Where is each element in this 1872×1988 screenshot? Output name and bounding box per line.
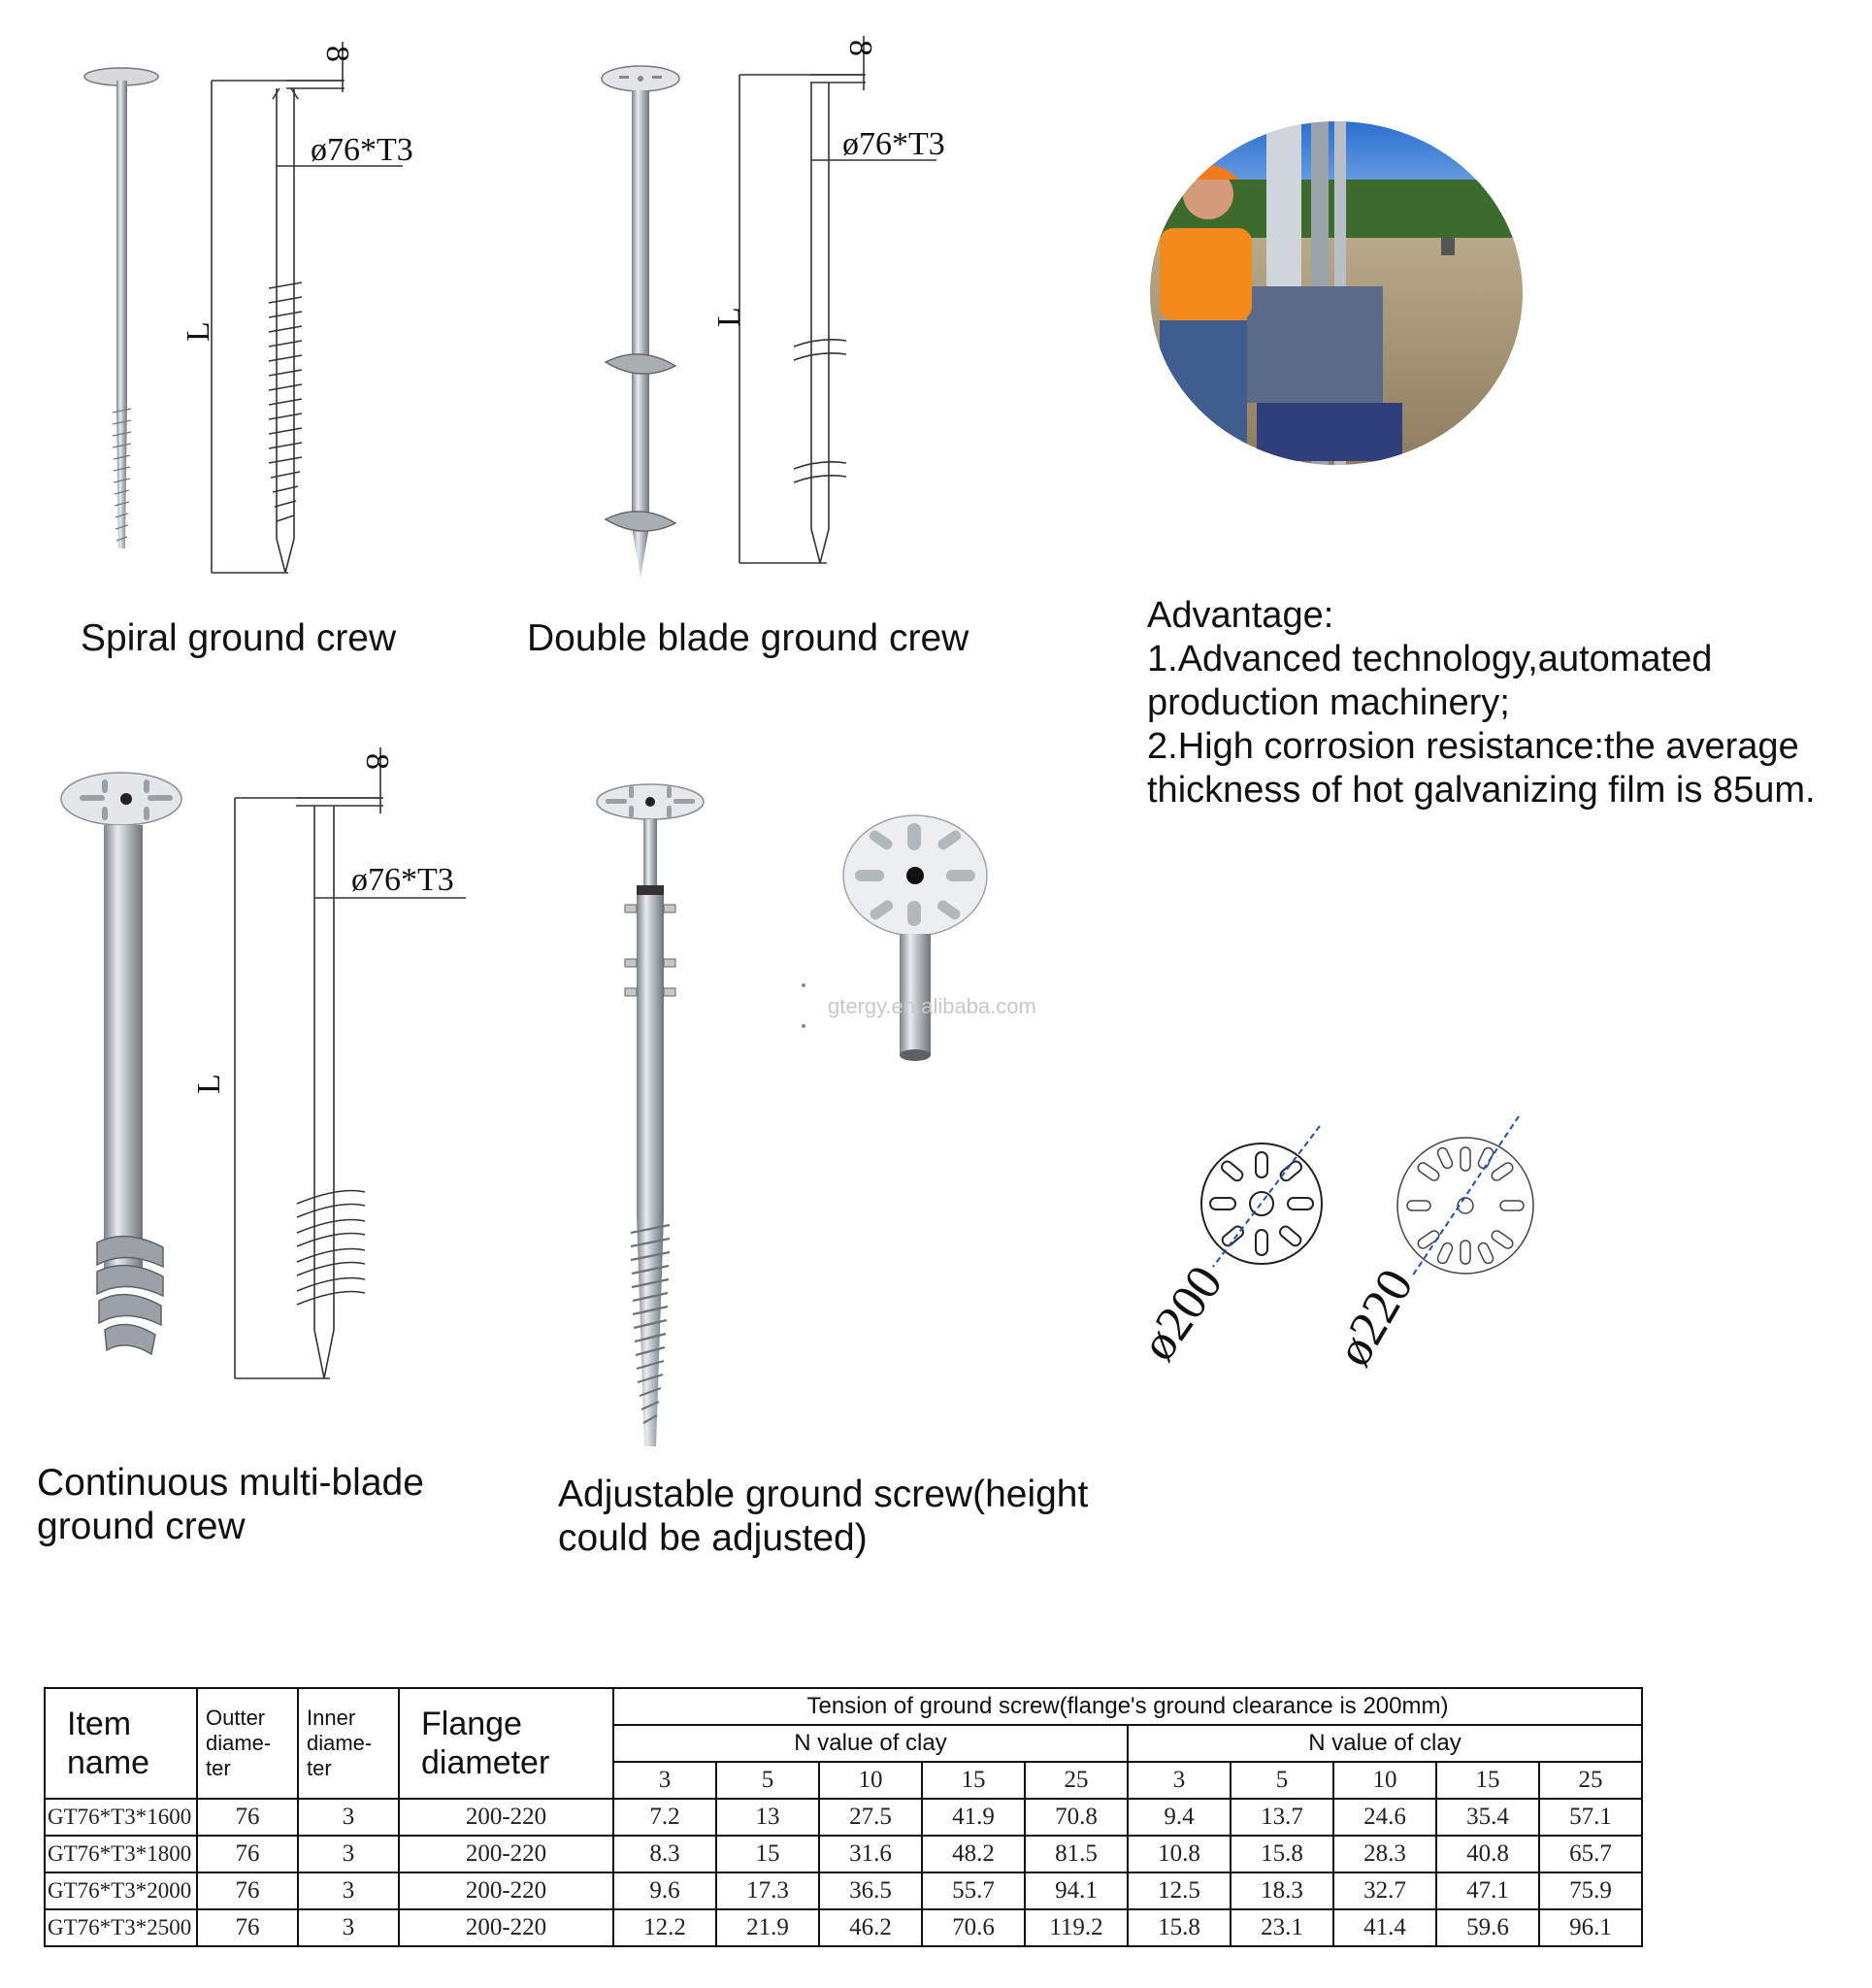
table-row (45, 1836, 1642, 1872)
tension-value-cell: 17.3 (716, 1872, 819, 1909)
tension-value-cell: 70.8 (1025, 1799, 1128, 1836)
item-name-cell: GT76*T3*2500 (45, 1909, 197, 1946)
tension-value-cell: 13 (716, 1799, 819, 1836)
flange-closeup-photo (839, 815, 995, 1068)
tension-value-cell: 23.1 (1231, 1909, 1333, 1946)
tension-value-cell: 40.8 (1436, 1836, 1539, 1872)
tension-value-cell: 75.9 (1539, 1872, 1642, 1909)
tension-value-cell: 48.2 (922, 1836, 1025, 1872)
advantage-point-2: production machinery; (1147, 682, 1510, 723)
flange-label-220: ø220 (1326, 1260, 1425, 1375)
multi-blade-dim-top: 8 (359, 753, 395, 770)
multi-blade-screw-photo (58, 772, 184, 1383)
decorative-dot (802, 983, 805, 987)
watermark: gtergy.en.alibaba.com (828, 994, 1036, 1018)
advantage-block (1147, 594, 1865, 812)
tension-value-cell: 31.6 (819, 1836, 922, 1872)
tension-value-cell: 24.6 (1333, 1799, 1436, 1836)
spec-table-body (45, 1799, 1642, 1946)
tension-value-cell: 96.1 (1539, 1909, 1642, 1946)
flange-drawing-220 (1320, 1116, 1543, 1375)
flange-diameter-cell: 200-220 (399, 1836, 613, 1872)
decorative-dot (802, 1024, 805, 1028)
advantage-title: Advantage: (1147, 595, 1334, 636)
tension-value-cell: 70.6 (922, 1909, 1025, 1946)
tension-value-cell: 8.3 (613, 1836, 716, 1872)
double-blade-screw-photo (592, 63, 689, 582)
flange-diameter-cell: 200-220 (399, 1799, 613, 1836)
header-n-value-group-1: N value of clay (613, 1725, 1128, 1762)
spiral-caption: Spiral ground crew (81, 617, 397, 659)
tension-value-cell: 15.8 (1231, 1836, 1333, 1872)
outer-diameter-cell: 76 (197, 1872, 298, 1909)
n-value-header: 25 (1539, 1762, 1642, 1799)
multi-blade-caption: Continuous multi-blade ground crew (37, 1462, 424, 1547)
double-blade-dim-length: L (711, 307, 747, 327)
adjustable-screw-photo (592, 777, 708, 1456)
tension-value-cell: 81.5 (1025, 1836, 1128, 1872)
tension-value-cell: 9.4 (1128, 1799, 1231, 1836)
n-value-header: 3 (613, 1762, 716, 1799)
flange-label-200: ø200 (1130, 1255, 1234, 1371)
spiral-dim-length: L (181, 321, 216, 342)
n-value-header: 15 (922, 1762, 1025, 1799)
tension-value-cell: 32.7 (1333, 1872, 1436, 1909)
header-n-value-group-2: N value of clay (1128, 1725, 1642, 1762)
n-value-header: 15 (1436, 1762, 1539, 1799)
spiral-screw-drawing (180, 34, 422, 587)
outer-diameter-cell: 76 (197, 1799, 298, 1836)
flange-drawing-200 (1106, 1121, 1320, 1371)
tension-value-cell: 27.5 (819, 1799, 922, 1836)
n-value-header: 10 (819, 1762, 922, 1799)
tension-value-cell: 28.3 (1333, 1836, 1436, 1872)
header-outer-diameter: Outter diame- ter (197, 1688, 298, 1799)
spec-table (44, 1687, 1643, 1947)
tension-value-cell: 119.2 (1025, 1909, 1128, 1946)
tension-value-cell: 21.9 (716, 1909, 819, 1946)
item-name-cell: GT76*T3*2000 (45, 1872, 197, 1909)
spiral-dim-diameter: ø76*T3 (311, 132, 413, 168)
tension-value-cell: 18.3 (1231, 1872, 1333, 1909)
outer-diameter-cell: 76 (197, 1909, 298, 1946)
header-tension: Tension of ground screw(flange's ground clearance is 200mm) (613, 1688, 1642, 1725)
n-value-header: 5 (1231, 1762, 1333, 1799)
table-row (45, 1909, 1642, 1946)
n-value-header: 25 (1025, 1762, 1128, 1799)
tension-value-cell: 9.6 (613, 1872, 716, 1909)
tension-value-cell: 15 (716, 1836, 819, 1872)
tension-value-cell: 57.1 (1539, 1799, 1642, 1836)
header-item-name: Item name (45, 1688, 197, 1799)
tension-value-cell: 46.2 (819, 1909, 922, 1946)
tension-value-cell: 13.7 (1231, 1799, 1333, 1836)
tension-value-cell: 94.1 (1025, 1872, 1128, 1909)
tension-value-cell: 10.8 (1128, 1836, 1231, 1872)
inner-diameter-cell: 3 (298, 1872, 399, 1909)
tension-value-cell: 12.2 (613, 1909, 716, 1946)
header-flange-diameter: Flange diameter (399, 1688, 613, 1799)
tension-value-cell: 47.1 (1436, 1872, 1539, 1909)
table-row (45, 1872, 1642, 1909)
multi-blade-dim-diameter: ø76*T3 (351, 862, 454, 898)
tension-value-cell: 15.8 (1128, 1909, 1231, 1946)
flange-diameter-cell: 200-220 (399, 1909, 613, 1946)
tension-value-cell: 59.6 (1436, 1909, 1539, 1946)
double-blade-screw-drawing (711, 34, 961, 578)
tension-value-cell: 41.4 (1333, 1909, 1436, 1946)
n-value-header: 10 (1333, 1762, 1436, 1799)
spiral-dim-top: 8 (319, 46, 355, 62)
inner-diameter-cell: 3 (298, 1799, 399, 1836)
tension-value-cell: 7.2 (613, 1799, 716, 1836)
header-inner-diameter: Inner diame- ter (298, 1688, 399, 1799)
tension-value-cell: 12.5 (1128, 1872, 1231, 1909)
tension-value-cell: 65.7 (1539, 1836, 1642, 1872)
n-value-header: 3 (1128, 1762, 1231, 1799)
tension-value-cell: 41.9 (922, 1799, 1025, 1836)
item-name-cell: GT76*T3*1800 (45, 1836, 197, 1872)
adjustable-caption: Adjustable ground screw(height could be adjusted) (558, 1474, 1089, 1559)
item-name-cell: GT76*T3*1600 (45, 1799, 197, 1836)
advantage-point-4: thickness of hot galvanizing film is 85um. (1147, 770, 1816, 811)
outer-diameter-cell: 76 (197, 1836, 298, 1872)
tension-value-cell: 55.7 (922, 1872, 1025, 1909)
installation-photo (1150, 121, 1524, 466)
spiral-screw-photo (78, 63, 165, 558)
n-value-header: 5 (716, 1762, 819, 1799)
double-blade-dim-top: 8 (842, 40, 878, 56)
inner-diameter-cell: 3 (298, 1836, 399, 1872)
double-blade-dim-diameter: ø76*T3 (842, 126, 945, 162)
double-blade-caption: Double blade ground crew (527, 617, 969, 659)
multi-blade-dim-length: L (191, 1074, 227, 1094)
advantage-point-3: 2.High corrosion resistance:the average (1147, 726, 1799, 767)
tension-value-cell: 35.4 (1436, 1799, 1539, 1836)
advantage-point-1: 1.Advanced technology,automated (1147, 639, 1713, 679)
tension-value-cell: 36.5 (819, 1872, 922, 1909)
multi-blade-screw-drawing (191, 747, 485, 1388)
table-row (45, 1799, 1642, 1836)
inner-diameter-cell: 3 (298, 1909, 399, 1946)
flange-diameter-cell: 200-220 (399, 1872, 613, 1909)
